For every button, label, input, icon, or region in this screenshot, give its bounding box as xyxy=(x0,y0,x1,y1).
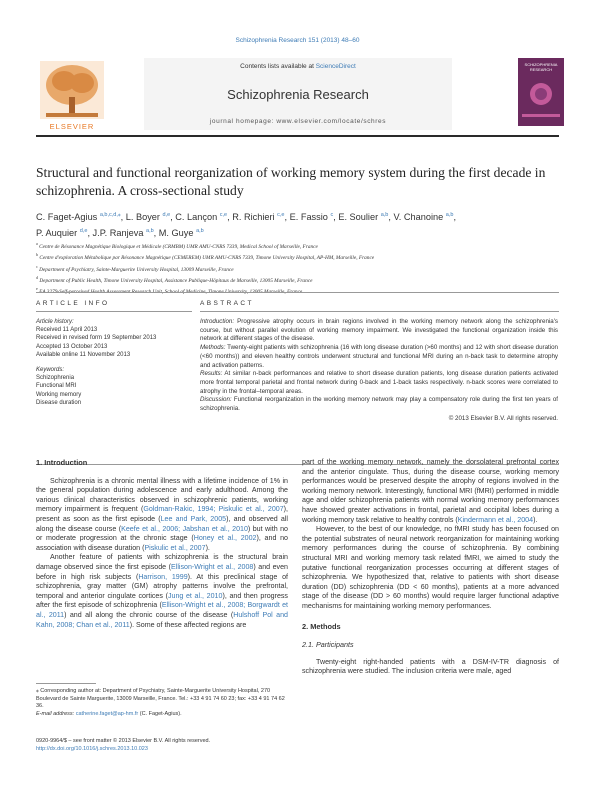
paragraph: Twenty-eight right-handed patients with a DSM-IV-TR diagnosis of schizophrenia were studied. The inclusion criteria were male, aged xyxy=(302,657,559,676)
author[interactable]: E. Fassio $^c$ xyxy=(289,212,334,223)
paragraph: Schizophrenia is a chronic mental illness with a lifetime incidence of 1% in the general population during adolescence and early adulthood. Among the various clinical characteristics observed in schizophrenic patients, working memory impairment is frequent (Goldman-Rakic, 1994; Piskulic et al., 2007), present as soon as the first episode (Lee and Park, 2005), and observed all along the disease course (Keefe et al., 2006; Jabshan et al., 2010) but with no or moderate progression at the chronic stage (Honey et al., 2002), and no association with disease duration (Piskulic et al., 2007). xyxy=(36,476,289,552)
author[interactable]: V. Chanoine $^{a,b}$ xyxy=(393,212,454,223)
author[interactable]: R. Richieri $^{c,e}$ xyxy=(232,212,285,223)
keyword: Working memory xyxy=(36,391,82,398)
publisher-name: ELSEVIER xyxy=(49,122,95,131)
abstract-results: Results: At similar n-back performances and relative to short disease duration patients, long disease duration patients activated more frontal temporal parietal and frontal network during 0-back and 1-back tasks respectively. n-back scores were correlated to atrophy in the frontal–temporal areas. xyxy=(200,370,558,395)
abstract-heading: ABSTRACT xyxy=(200,300,254,307)
citation-link[interactable]: Ellison-Wright et al., 2008; Borgwardt et al., 2011 xyxy=(36,601,288,619)
citation-link[interactable]: Piskulic et al., 2007 xyxy=(144,543,206,552)
author[interactable]: E. Soulier $^{a,b}$ xyxy=(338,212,389,223)
journal-title: Schizophrenia Research xyxy=(227,87,369,102)
contents-prefix: Contents lists available at xyxy=(240,63,314,70)
corresponding-author-footnote xyxy=(36,688,288,718)
journal-reference[interactable]: Schizophrenia Research 151 (2013) 48–60 xyxy=(235,37,360,44)
page-footer xyxy=(36,738,288,753)
doi-link[interactable]: http://dx.doi.org/10.1016/j.schres.2013.10.023 xyxy=(36,745,148,752)
affiliation: $^d$ Department of Public Health, Timone University Hospital, Assistance Publique-Hôpitaux de Marseille, 13005 Marseille, France xyxy=(36,274,313,284)
abstract-rule xyxy=(200,311,559,312)
journal-cover-image xyxy=(518,58,564,126)
article-info-rule xyxy=(36,311,192,312)
citation-link[interactable]: Goldman-Rakic, 1994; Piskulic et al., 2007 xyxy=(143,505,284,514)
affiliation: $^b$ Centre d'exploration Métabolique par Résonance Magnétique (CEMEREM) UMR AMU-CNRS 7339, Timone University Hospital, AP-HM, Marseille, France xyxy=(36,252,375,262)
author-list: C. Faget-Agius $^{a,b,c,d,⁎}$, L. Boyer $^{d,e}$, C. Lançon $^{c,e}$, R. Richieri $^{c,e}$, E. Fassio $^c$, E. Soulier $^{a,b}$, V. Chanoine $^{a,b}$, P. Auquier $^{d,e}$, J.P. Ranjeva $^{a,b}$, M. Guye $^{a,b}$ xyxy=(36,212,456,239)
affiliations xyxy=(36,240,561,296)
paragraph: Another feature of patients with schizophrenia is the structural brain damage observed since the first episode (Ellison-Wright et al., 2008) and even before in high risk subjects (Harrison, 1999). At this preclinical stage of schizophrenia, gray matter (GM) atrophy patterns involve the prefrontal, temporal and anterior cingulate cortices (Jung et al., 2010), and then progress after the first episode of schizophrenia (Ellison-Wright et al., 2008; Borgwardt et al., 2011) and all along the chronic course of the disease (Hulshoff Pol and Kahn, 2008; Chan et al., 2011). Some of these affected regions are xyxy=(36,553,288,629)
section-heading-methods: 2. Methods xyxy=(302,621,341,631)
citation-link[interactable]: Honey et al., 2002 xyxy=(193,534,257,543)
author[interactable]: J.P. Ranjeva $^{a,b}$ xyxy=(92,228,154,239)
subsection-heading-participants: 2.1. Participants xyxy=(302,640,354,650)
paragraph: part of the working memory network, namely the dorsolateral prefrontal cortex and the anterior cingulate. Thus, during the disease course, working memory performances would be preserved despite the atrophy of regions involved in the working memory network. Interestingly, functional MRI (fMRI) performed in middle age and older schizophrenia patients with normal working memory performances have showed greater activations in frontal, parietal and occipital lobes during a working memory task relative to healthy controls (Kindermann et al., 2004). xyxy=(302,458,559,524)
keywords-label: Keywords: xyxy=(36,367,65,374)
citation-link[interactable]: Hulshoff Pol and Kahn, 2008; Chan et al., 2011 xyxy=(36,610,288,629)
right-column xyxy=(302,458,559,677)
cover-art xyxy=(518,58,564,126)
citation-link[interactable]: Jung et al., 2010 xyxy=(167,591,223,600)
keyword: Functional MRI xyxy=(36,383,77,390)
contents-line xyxy=(144,63,452,70)
author[interactable]: P. Auquier $^{d,e}$ xyxy=(36,228,88,239)
affiliation: e xyxy=(36,286,38,292)
keyword: Disease duration xyxy=(36,399,82,406)
affiliation: $^a$ Centre de Résonance Magnétique Biologique et Médicale (CRMBM) UMR AMU-CNRS 7339, Medical School of Marseille, France xyxy=(36,241,318,250)
citation-link[interactable]: Lee and Park, 2005 xyxy=(160,514,227,523)
article-info-heading: ARTICLE INFO xyxy=(36,300,110,307)
cover-title: SCHIZOPHRENIA RESEARCH xyxy=(524,62,558,72)
history-item: Available online 11 November 2013 xyxy=(36,351,131,358)
affiliation: $^c$ Department of Psychiatry, Sainte-Marguerite University Hospital, 13009 Marseille, France xyxy=(36,263,234,273)
footnote-text: ⁎ Corresponding author at: Department of Psychiatry, Sainte-Marguerite University Hospital, 270 Boulevard de Sainte Marguerite, 13009 Marseille, France. Tel.: +33 4 91 74 60 23; fax: +33 4 91 74 62 36. xyxy=(36,688,285,710)
homepage-label: journal homepage: xyxy=(209,118,274,125)
abstract-discussion: Discussion: Functional reorganization in the working memory network may play a compensatory role during the first ten years of schizophrenia. xyxy=(200,396,558,413)
citation-link[interactable]: Harrison, 1999 xyxy=(138,572,188,581)
sciencedirect-link[interactable]: ScienceDirect xyxy=(315,63,356,70)
issn-line: 0920-9964/$ – see front matter © 2013 Elsevier B.V. All rights reserved. xyxy=(36,738,211,744)
copyright: © 2013 Elsevier B.V. All rights reserved. xyxy=(448,414,558,422)
history-item: Received 11 April 2013 xyxy=(36,327,98,334)
paragraph: However, to the best of our knowledge, no fMRI study has been focused on the potential substrates of neural network reorganization for maintaining working memory performances during the course of schizophrenia. By combining structural MRI and working memory task related fMRI, we aimed to study the putative functional reorganization processes occurring at different stages of schizophrenia. We hypothesized that, relative to patients with short disease duration (DD) schizophrenia (DD < 60 months), patients at a more advanced stage of the disease (DD > 60 months) would require larger functional adaptive mechanisms for maintaining working memory performances. xyxy=(302,525,559,610)
citation-link[interactable]: Keefe et al., 2006; Jabshan et al., 2010 xyxy=(121,524,248,533)
section-rule xyxy=(36,292,559,293)
abstract-body xyxy=(200,318,558,423)
elsevier-tree-logo xyxy=(36,59,108,125)
homepage-link[interactable]: www.elsevier.com/locate/schres xyxy=(276,118,387,125)
abstract-methods: Methods: Twenty-eight patients with schizophrenia (16 with long disease duration (>60 months) and 12 with short disease duration (<60 months)) and eleven healthy controls underwent structural and functional MRI during an n-back task to determine atrophy and activation patterns. xyxy=(200,344,558,369)
email-link[interactable]: catherine.faget@ap-hm.fr xyxy=(75,710,139,717)
author[interactable]: C. Lançon $^{c,e}$ xyxy=(175,212,228,223)
abstract-introduction: Introduction: Progressive atrophy occurs in brain regions involved in the working memory network along the schizophrenia's course, but without parallel evolution of working memory impairment. We investigated the functional organization inside this network at different stages of the disease. xyxy=(200,318,558,343)
section-heading-introduction: 1. Introduction xyxy=(36,458,88,467)
article-title: Structural and functional reorganization of working memory system during the first decade in schizophrenia. A cross-sectional study xyxy=(36,165,546,198)
author[interactable]: C. Faget-Agius $^{a,b,c,d,⁎}$ xyxy=(36,212,121,223)
author[interactable]: M. Guye $^{a,b}$ xyxy=(158,228,204,239)
header-rule xyxy=(36,135,559,137)
citation-link[interactable]: Ellison-Wright et al., 2008 xyxy=(171,562,254,571)
author[interactable]: L. Boyer $^{d,e}$ xyxy=(125,212,171,223)
footnote-rule xyxy=(36,683,96,684)
email-line: E-mail address: catherine.faget@ap-hm.fr (C. Faget-Agius). xyxy=(36,710,182,717)
article-info xyxy=(36,318,192,407)
history-label: Article history: xyxy=(36,319,74,325)
history-item: Accepted 13 October 2013 xyxy=(36,343,108,350)
citation-link[interactable]: Kindermann et al., 2004 xyxy=(457,515,534,524)
keyword: Schizophrenia xyxy=(36,375,75,382)
journal-homepage xyxy=(144,118,452,125)
left-column xyxy=(36,458,288,630)
history-item: Received in revised form 19 September 2013 xyxy=(36,335,157,342)
